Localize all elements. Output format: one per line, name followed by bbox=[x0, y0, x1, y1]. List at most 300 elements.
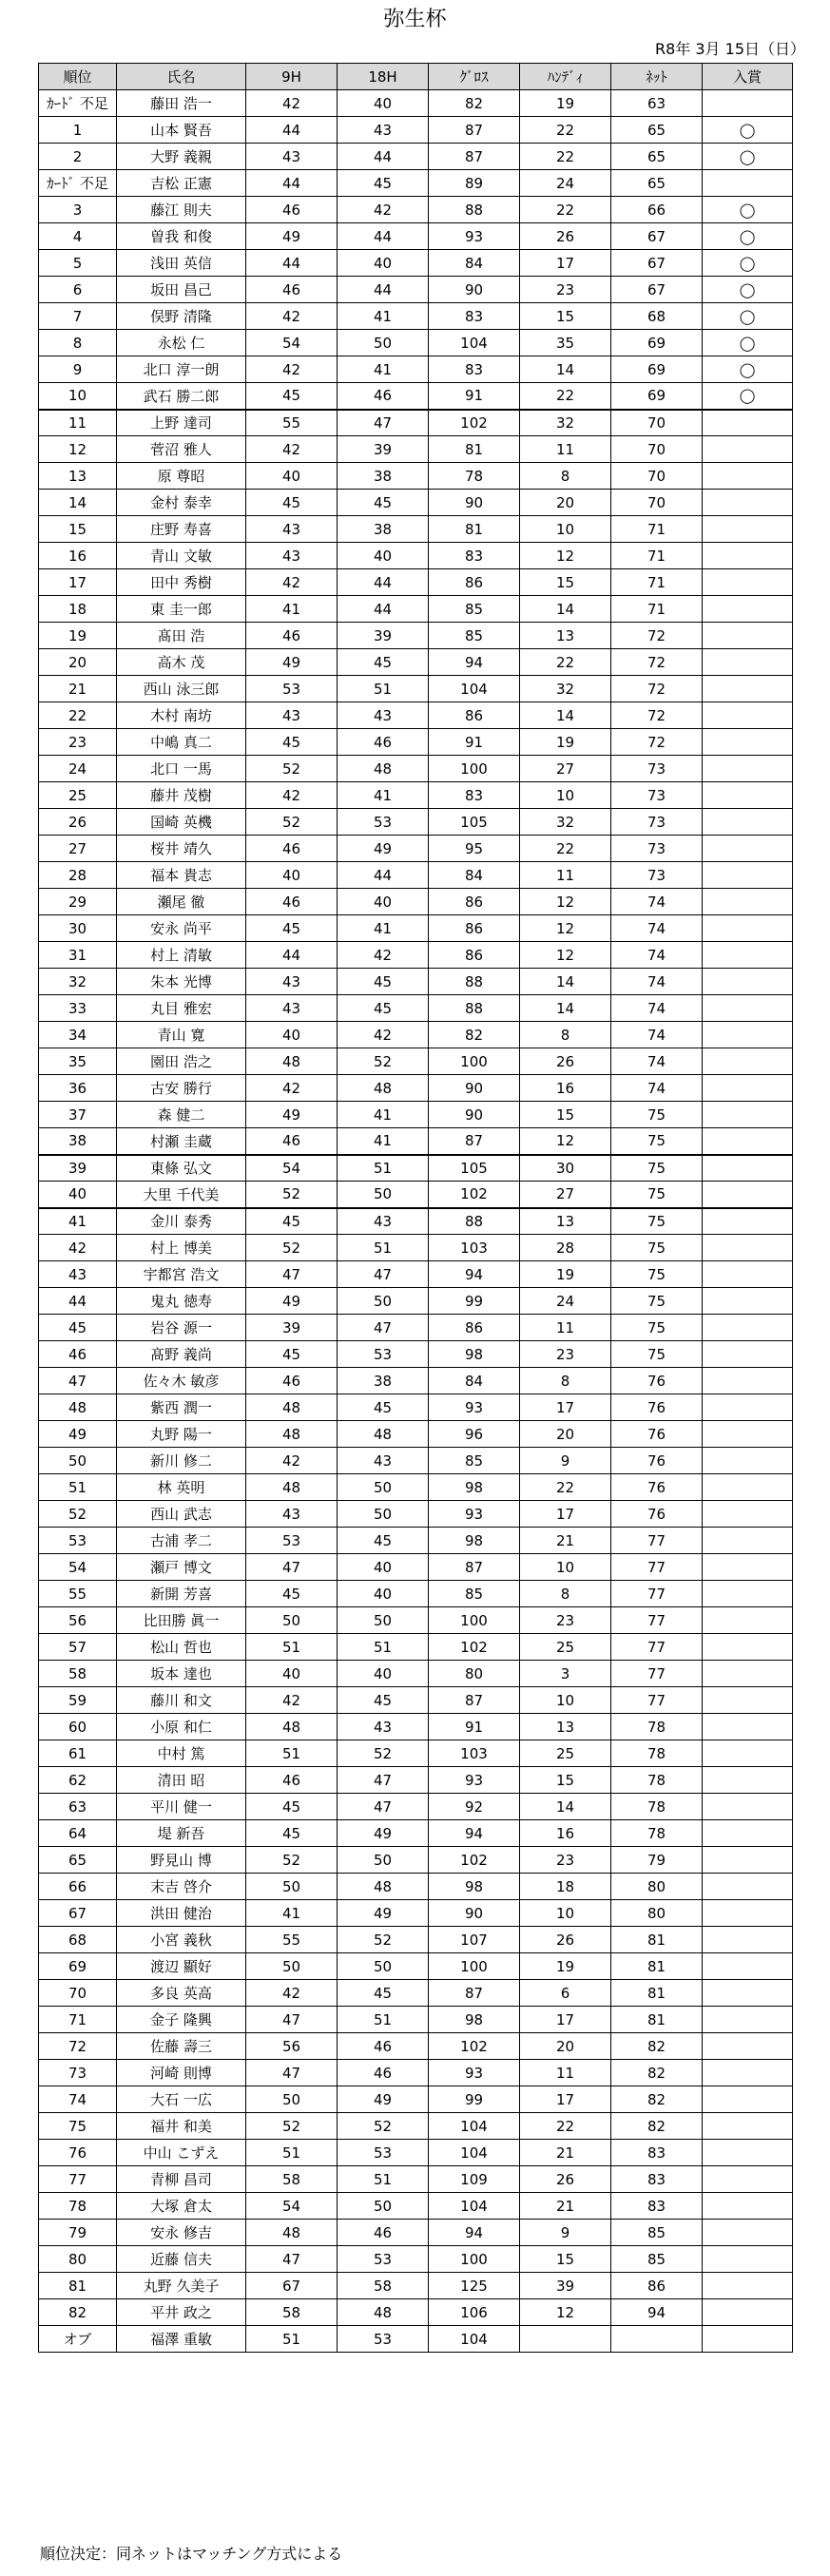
back9-cell: 40 bbox=[338, 889, 429, 915]
gross-cell: 91 bbox=[429, 1714, 520, 1740]
table-row bbox=[39, 2246, 793, 2273]
handicap-cell: 23 bbox=[520, 1341, 611, 1368]
gross-cell: 99 bbox=[429, 1288, 520, 1315]
net-cell: 70 bbox=[611, 436, 703, 463]
table-row bbox=[39, 729, 793, 756]
net-cell: 69 bbox=[611, 356, 703, 383]
prize-cell bbox=[703, 1714, 793, 1740]
back9-cell: 50 bbox=[338, 1607, 429, 1634]
net-cell: 76 bbox=[611, 1501, 703, 1528]
table-row bbox=[39, 969, 793, 995]
table-row bbox=[39, 1421, 793, 1448]
prize-cell bbox=[703, 1820, 793, 1847]
back9-cell: 43 bbox=[338, 702, 429, 729]
name-cell: 青山 文敏 bbox=[117, 543, 246, 569]
front9-cell: 48 bbox=[246, 1421, 338, 1448]
gross-cell: 85 bbox=[429, 623, 520, 649]
gross-cell: 83 bbox=[429, 543, 520, 569]
name-cell: 丸目 雅宏 bbox=[117, 995, 246, 1022]
table-row bbox=[39, 2140, 793, 2166]
front9-cell: 51 bbox=[246, 2326, 338, 2353]
name-cell: 国崎 英機 bbox=[117, 809, 246, 836]
name-cell: 安永 尚平 bbox=[117, 915, 246, 942]
prize-cell bbox=[703, 1288, 793, 1315]
front9-cell: 51 bbox=[246, 2140, 338, 2166]
name-cell: 大塚 倉太 bbox=[117, 2193, 246, 2220]
front9-cell: 50 bbox=[246, 1874, 338, 1900]
prize-cell bbox=[703, 969, 793, 995]
table-row bbox=[39, 2033, 793, 2060]
handicap-cell: 22 bbox=[520, 144, 611, 170]
handicap-cell: 13 bbox=[520, 1714, 611, 1740]
table-row bbox=[39, 170, 793, 197]
back9-cell: 42 bbox=[338, 1022, 429, 1048]
table-row bbox=[39, 1874, 793, 1900]
front9-cell: 52 bbox=[246, 756, 338, 782]
rank-cell: 73 bbox=[39, 2060, 117, 2086]
net-cell: 67 bbox=[611, 250, 703, 277]
table-row bbox=[39, 1235, 793, 1261]
table-row bbox=[39, 1980, 793, 2007]
prize-cell: ◯ bbox=[703, 303, 793, 330]
table-row bbox=[39, 1714, 793, 1740]
name-cell: 古浦 孝二 bbox=[117, 1528, 246, 1554]
handicap-cell: 24 bbox=[520, 1288, 611, 1315]
prize-cell bbox=[703, 543, 793, 569]
net-cell: 73 bbox=[611, 836, 703, 862]
prize-cell bbox=[703, 569, 793, 596]
gross-cell: 103 bbox=[429, 1235, 520, 1261]
table-row bbox=[39, 889, 793, 915]
gross-cell: 87 bbox=[429, 1687, 520, 1714]
rank-cell: 70 bbox=[39, 1980, 117, 2007]
gross-cell: 94 bbox=[429, 1261, 520, 1288]
front9-cell: 47 bbox=[246, 1554, 338, 1581]
rank-cell: 38 bbox=[39, 1128, 117, 1155]
net-cell: 66 bbox=[611, 197, 703, 223]
front9-cell: 45 bbox=[246, 383, 338, 410]
handicap-cell: 20 bbox=[520, 490, 611, 516]
handicap-cell bbox=[520, 2326, 611, 2353]
table-row bbox=[39, 1261, 793, 1288]
back9-cell: 47 bbox=[338, 1315, 429, 1341]
gross-cell: 98 bbox=[429, 1474, 520, 1501]
prize-cell bbox=[703, 756, 793, 782]
handicap-cell: 15 bbox=[520, 303, 611, 330]
table-row bbox=[39, 463, 793, 490]
gross-cell: 90 bbox=[429, 1900, 520, 1927]
handicap-cell: 18 bbox=[520, 1874, 611, 1900]
col-header-handicap: ﾊﾝﾃﾞｨ bbox=[520, 64, 611, 90]
front9-cell: 46 bbox=[246, 1368, 338, 1394]
prize-cell bbox=[703, 1953, 793, 1980]
gross-cell: 87 bbox=[429, 144, 520, 170]
table-row bbox=[39, 2273, 793, 2299]
table-row bbox=[39, 862, 793, 889]
rank-cell: 26 bbox=[39, 809, 117, 836]
prize-cell bbox=[703, 676, 793, 702]
table-row bbox=[39, 277, 793, 303]
prize-cell bbox=[703, 596, 793, 623]
front9-cell: 42 bbox=[246, 90, 338, 117]
prize-cell bbox=[703, 2007, 793, 2033]
rank-cell: 55 bbox=[39, 1581, 117, 1607]
gross-cell: 94 bbox=[429, 2220, 520, 2246]
back9-cell: 45 bbox=[338, 1394, 429, 1421]
table-row bbox=[39, 490, 793, 516]
prize-cell: ◯ bbox=[703, 117, 793, 144]
front9-cell: 45 bbox=[246, 1341, 338, 1368]
handicap-cell: 12 bbox=[520, 2299, 611, 2326]
back9-cell: 41 bbox=[338, 356, 429, 383]
net-cell: 68 bbox=[611, 303, 703, 330]
name-cell: 大野 義親 bbox=[117, 144, 246, 170]
back9-cell: 44 bbox=[338, 569, 429, 596]
front9-cell: 43 bbox=[246, 969, 338, 995]
front9-cell: 45 bbox=[246, 1208, 338, 1235]
gross-cell: 103 bbox=[429, 1740, 520, 1767]
prize-cell bbox=[703, 1182, 793, 1208]
net-cell: 70 bbox=[611, 490, 703, 516]
handicap-cell: 15 bbox=[520, 1102, 611, 1128]
gross-cell: 98 bbox=[429, 1341, 520, 1368]
back9-cell: 51 bbox=[338, 2166, 429, 2193]
net-cell: 72 bbox=[611, 729, 703, 756]
back9-cell: 49 bbox=[338, 2086, 429, 2113]
front9-cell: 45 bbox=[246, 1794, 338, 1820]
rank-cell: 23 bbox=[39, 729, 117, 756]
handicap-cell: 3 bbox=[520, 1661, 611, 1687]
front9-cell: 55 bbox=[246, 410, 338, 436]
front9-cell: 48 bbox=[246, 1048, 338, 1075]
back9-cell: 51 bbox=[338, 676, 429, 702]
rank-cell: 2 bbox=[39, 144, 117, 170]
prize-cell bbox=[703, 490, 793, 516]
rank-cell: 80 bbox=[39, 2246, 117, 2273]
rank-cell: 66 bbox=[39, 1874, 117, 1900]
handicap-cell: 19 bbox=[520, 90, 611, 117]
rank-cell: 63 bbox=[39, 1794, 117, 1820]
handicap-cell: 13 bbox=[520, 1208, 611, 1235]
front9-cell: 54 bbox=[246, 1155, 338, 1182]
net-cell: 73 bbox=[611, 862, 703, 889]
prize-cell bbox=[703, 649, 793, 676]
gross-cell: 88 bbox=[429, 197, 520, 223]
net-cell: 82 bbox=[611, 2113, 703, 2140]
front9-cell: 48 bbox=[246, 1394, 338, 1421]
back9-cell: 51 bbox=[338, 1235, 429, 1261]
table-row bbox=[39, 543, 793, 569]
front9-cell: 44 bbox=[246, 170, 338, 197]
rank-cell: 18 bbox=[39, 596, 117, 623]
prize-cell bbox=[703, 1900, 793, 1927]
rank-cell: 68 bbox=[39, 1927, 117, 1953]
handicap-cell: 15 bbox=[520, 569, 611, 596]
gross-cell: 93 bbox=[429, 1501, 520, 1528]
rank-cell: 34 bbox=[39, 1022, 117, 1048]
name-cell: 坂本 達也 bbox=[117, 1661, 246, 1687]
gross-cell: 102 bbox=[429, 410, 520, 436]
front9-cell: 40 bbox=[246, 862, 338, 889]
prize-cell bbox=[703, 1607, 793, 1634]
name-cell: 藤川 和文 bbox=[117, 1687, 246, 1714]
back9-cell: 45 bbox=[338, 649, 429, 676]
front9-cell: 50 bbox=[246, 1607, 338, 1634]
handicap-cell: 8 bbox=[520, 1581, 611, 1607]
net-cell: 71 bbox=[611, 569, 703, 596]
gross-cell: 96 bbox=[429, 1421, 520, 1448]
front9-cell: 49 bbox=[246, 649, 338, 676]
back9-cell: 40 bbox=[338, 1581, 429, 1607]
prize-cell bbox=[703, 1528, 793, 1554]
handicap-cell: 30 bbox=[520, 1155, 611, 1182]
rank-cell: 25 bbox=[39, 782, 117, 809]
gross-cell: 89 bbox=[429, 170, 520, 197]
table-row bbox=[39, 569, 793, 596]
prize-cell bbox=[703, 1581, 793, 1607]
rank-cell: 12 bbox=[39, 436, 117, 463]
rank-cell: 69 bbox=[39, 1953, 117, 1980]
rank-cell: 52 bbox=[39, 1501, 117, 1528]
rank-cell: 16 bbox=[39, 543, 117, 569]
net-cell: 72 bbox=[611, 623, 703, 649]
name-cell: 林 英明 bbox=[117, 1474, 246, 1501]
handicap-cell: 22 bbox=[520, 117, 611, 144]
prize-cell bbox=[703, 1261, 793, 1288]
net-cell: 78 bbox=[611, 1820, 703, 1847]
handicap-cell: 12 bbox=[520, 1128, 611, 1155]
handicap-cell: 20 bbox=[520, 1421, 611, 1448]
rank-cell: 56 bbox=[39, 1607, 117, 1634]
gross-cell: 100 bbox=[429, 756, 520, 782]
gross-cell: 98 bbox=[429, 1874, 520, 1900]
back9-cell: 51 bbox=[338, 1155, 429, 1182]
table-row bbox=[39, 1368, 793, 1394]
gross-cell: 95 bbox=[429, 836, 520, 862]
table-row bbox=[39, 1075, 793, 1102]
rank-cell: 37 bbox=[39, 1102, 117, 1128]
rank-cell: 27 bbox=[39, 836, 117, 862]
name-cell: 丸野 久美子 bbox=[117, 2273, 246, 2299]
name-cell: 浅田 英信 bbox=[117, 250, 246, 277]
name-cell: 髙野 義尚 bbox=[117, 1341, 246, 1368]
net-cell: 75 bbox=[611, 1155, 703, 1182]
handicap-cell: 12 bbox=[520, 543, 611, 569]
prize-cell bbox=[703, 2299, 793, 2326]
rank-cell: 21 bbox=[39, 676, 117, 702]
back9-cell: 46 bbox=[338, 2220, 429, 2246]
handicap-cell: 8 bbox=[520, 1022, 611, 1048]
net-cell: 80 bbox=[611, 1900, 703, 1927]
gross-cell: 81 bbox=[429, 516, 520, 543]
handicap-cell: 10 bbox=[520, 516, 611, 543]
name-cell: 永松 仁 bbox=[117, 330, 246, 356]
back9-cell: 40 bbox=[338, 1554, 429, 1581]
rank-cell: 33 bbox=[39, 995, 117, 1022]
name-cell: 高木 茂 bbox=[117, 649, 246, 676]
prize-cell: ◯ bbox=[703, 330, 793, 356]
name-cell: 園田 浩之 bbox=[117, 1048, 246, 1075]
rank-cell: 79 bbox=[39, 2220, 117, 2246]
name-cell: 桜井 靖久 bbox=[117, 836, 246, 862]
prize-cell bbox=[703, 915, 793, 942]
name-cell: 庄野 寿喜 bbox=[117, 516, 246, 543]
net-cell: 65 bbox=[611, 117, 703, 144]
net-cell: 74 bbox=[611, 1022, 703, 1048]
handicap-cell: 39 bbox=[520, 2273, 611, 2299]
name-cell: 西山 泳三郎 bbox=[117, 676, 246, 702]
name-cell: 東條 弘文 bbox=[117, 1155, 246, 1182]
gross-cell: 107 bbox=[429, 1927, 520, 1953]
table-row bbox=[39, 1128, 793, 1155]
front9-cell: 49 bbox=[246, 1288, 338, 1315]
gross-cell: 83 bbox=[429, 356, 520, 383]
back9-cell: 39 bbox=[338, 436, 429, 463]
header-row bbox=[39, 64, 793, 90]
name-cell: 青山 寛 bbox=[117, 1022, 246, 1048]
back9-cell: 41 bbox=[338, 1128, 429, 1155]
rank-cell: 61 bbox=[39, 1740, 117, 1767]
col-header-net: ﾈｯﾄ bbox=[611, 64, 703, 90]
table-row bbox=[39, 1182, 793, 1208]
table-row bbox=[39, 1687, 793, 1714]
handicap-cell: 21 bbox=[520, 2193, 611, 2220]
rank-cell: 31 bbox=[39, 942, 117, 969]
rank-cell: 5 bbox=[39, 250, 117, 277]
front9-cell: 52 bbox=[246, 1235, 338, 1261]
rank-cell: 11 bbox=[39, 410, 117, 436]
handicap-cell: 27 bbox=[520, 1182, 611, 1208]
gross-cell: 85 bbox=[429, 596, 520, 623]
net-cell: 72 bbox=[611, 702, 703, 729]
rank-cell: ｶｰﾄﾞ 不足 bbox=[39, 170, 117, 197]
prize-cell bbox=[703, 1368, 793, 1394]
gross-cell: 91 bbox=[429, 383, 520, 410]
gross-cell: 88 bbox=[429, 969, 520, 995]
table-row bbox=[39, 2193, 793, 2220]
back9-cell: 48 bbox=[338, 756, 429, 782]
front9-cell: 46 bbox=[246, 1128, 338, 1155]
rank-cell: 57 bbox=[39, 1634, 117, 1661]
gross-cell: 86 bbox=[429, 702, 520, 729]
gross-cell: 83 bbox=[429, 303, 520, 330]
front9-cell: 47 bbox=[246, 2007, 338, 2033]
handicap-cell: 19 bbox=[520, 729, 611, 756]
net-cell: 69 bbox=[611, 383, 703, 410]
net-cell: 73 bbox=[611, 782, 703, 809]
handicap-cell: 8 bbox=[520, 1368, 611, 1394]
net-cell: 75 bbox=[611, 1102, 703, 1128]
table-row bbox=[39, 649, 793, 676]
net-cell: 75 bbox=[611, 1208, 703, 1235]
prize-cell bbox=[703, 1448, 793, 1474]
gross-cell: 90 bbox=[429, 277, 520, 303]
front9-cell: 51 bbox=[246, 1740, 338, 1767]
name-cell: 古安 勝行 bbox=[117, 1075, 246, 1102]
prize-cell bbox=[703, 995, 793, 1022]
handicap-cell: 16 bbox=[520, 1075, 611, 1102]
handicap-cell: 25 bbox=[520, 1634, 611, 1661]
front9-cell: 43 bbox=[246, 144, 338, 170]
gross-cell: 104 bbox=[429, 2113, 520, 2140]
handicap-cell: 22 bbox=[520, 2113, 611, 2140]
handicap-cell: 16 bbox=[520, 1820, 611, 1847]
front9-cell: 42 bbox=[246, 569, 338, 596]
rank-cell: 47 bbox=[39, 1368, 117, 1394]
table-row bbox=[39, 2326, 793, 2353]
prize-cell bbox=[703, 1927, 793, 1953]
rank-cell: オブ bbox=[39, 2326, 117, 2353]
name-cell: 西山 武志 bbox=[117, 1501, 246, 1528]
table-row bbox=[39, 516, 793, 543]
prize-cell bbox=[703, 2060, 793, 2086]
name-cell: 木村 南坊 bbox=[117, 702, 246, 729]
rank-cell: 13 bbox=[39, 463, 117, 490]
table-row bbox=[39, 702, 793, 729]
gross-cell: 98 bbox=[429, 1528, 520, 1554]
handicap-cell: 19 bbox=[520, 1953, 611, 1980]
name-cell: 渡辺 顯好 bbox=[117, 1953, 246, 1980]
front9-cell: 46 bbox=[246, 197, 338, 223]
handicap-cell: 11 bbox=[520, 1315, 611, 1341]
table-row bbox=[39, 1820, 793, 1847]
back9-cell: 39 bbox=[338, 623, 429, 649]
front9-cell: 54 bbox=[246, 330, 338, 356]
prize-cell bbox=[703, 2113, 793, 2140]
front9-cell: 58 bbox=[246, 2299, 338, 2326]
net-cell: 71 bbox=[611, 596, 703, 623]
gross-cell: 93 bbox=[429, 223, 520, 250]
prize-cell bbox=[703, 2273, 793, 2299]
gross-cell: 105 bbox=[429, 809, 520, 836]
name-cell: 平井 政之 bbox=[117, 2299, 246, 2326]
prize-cell bbox=[703, 1394, 793, 1421]
gross-cell: 106 bbox=[429, 2299, 520, 2326]
prize-cell bbox=[703, 1128, 793, 1155]
net-cell: 81 bbox=[611, 1953, 703, 1980]
table-row bbox=[39, 1767, 793, 1794]
table-row bbox=[39, 330, 793, 356]
net-cell: 76 bbox=[611, 1474, 703, 1501]
table-row bbox=[39, 410, 793, 436]
net-cell: 78 bbox=[611, 1714, 703, 1740]
net-cell: 74 bbox=[611, 1075, 703, 1102]
name-cell: 比田勝 眞一 bbox=[117, 1607, 246, 1634]
table-row bbox=[39, 596, 793, 623]
name-cell: 菅沼 雅人 bbox=[117, 436, 246, 463]
handicap-cell: 15 bbox=[520, 2246, 611, 2273]
net-cell: 77 bbox=[611, 1607, 703, 1634]
rank-cell: 65 bbox=[39, 1847, 117, 1874]
back9-cell: 40 bbox=[338, 543, 429, 569]
table-row bbox=[39, 223, 793, 250]
rank-cell: 50 bbox=[39, 1448, 117, 1474]
net-cell: 85 bbox=[611, 2246, 703, 2273]
prize-cell bbox=[703, 942, 793, 969]
back9-cell: 47 bbox=[338, 1261, 429, 1288]
gross-cell: 102 bbox=[429, 1847, 520, 1874]
back9-cell: 49 bbox=[338, 1900, 429, 1927]
event-date: R8年 3月 15日（日） bbox=[654, 40, 805, 58]
prize-cell bbox=[703, 2193, 793, 2220]
name-cell: 堤 新吾 bbox=[117, 1820, 246, 1847]
prize-cell bbox=[703, 2166, 793, 2193]
table-row bbox=[39, 1607, 793, 1634]
rank-cell: 35 bbox=[39, 1048, 117, 1075]
front9-cell: 45 bbox=[246, 729, 338, 756]
table-row bbox=[39, 1794, 793, 1820]
gross-cell: 86 bbox=[429, 569, 520, 596]
